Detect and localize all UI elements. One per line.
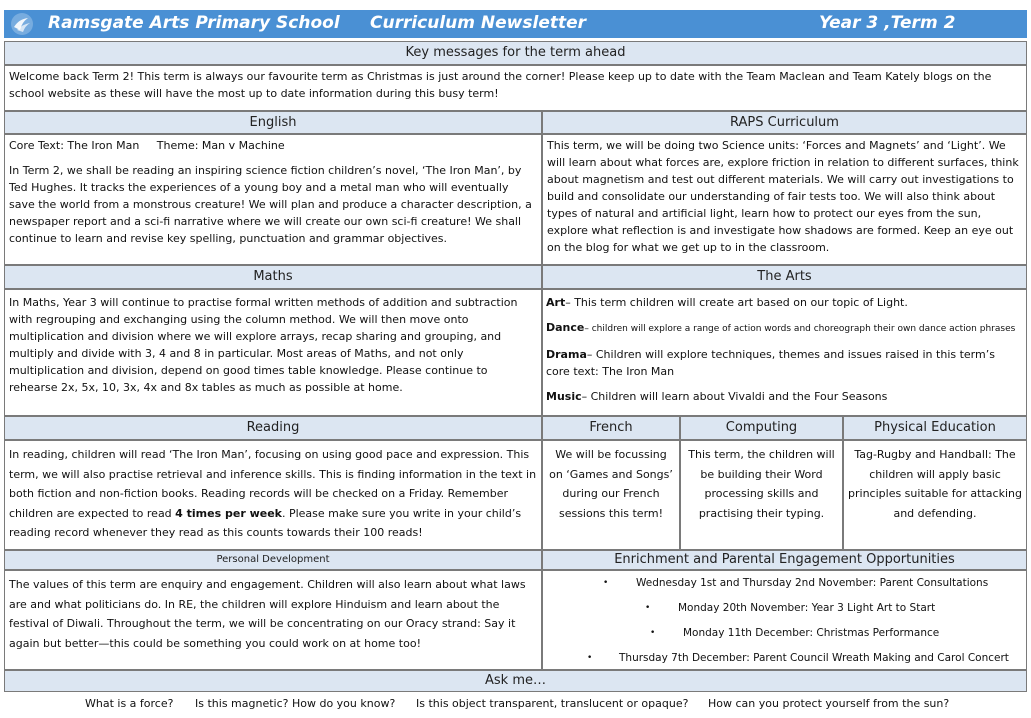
computing-header: Computing <box>680 416 843 440</box>
arts-drama <box>546 346 1022 380</box>
newsletter-title: Curriculum Newsletter <box>370 13 587 33</box>
maths-body <box>4 289 542 416</box>
reading-body <box>4 440 542 550</box>
english-header: English <box>4 111 542 134</box>
key-messages-text: Welcome back Term 2! This term is always our favourite term as Christmas is just around the corner! Please keep up to date with the Team Maclean and Team Kately blogs on the school website as these will have the most up to date information during this busy term! <box>9 70 992 100</box>
art-text: – This term children will create art based on our topic of Light. <box>565 296 908 309</box>
list-item: • Monday 11th December: Christmas Performance <box>547 625 1022 650</box>
maths-header: Maths <box>4 265 542 289</box>
list-item: • Wednesday 1st and Thursday 2nd November: Parent Consultations <box>547 575 1022 600</box>
english-text: In Term 2, we shall be reading an inspiring science fiction children’s novel, ‘The Iron Man’, by Ted Hughes. It tracks the experiences of a young boy and a metal man who will eventually save the world from a monstrous creature! We will plan and produce a character description, a newspaper report and a sci-fi narrative where we will create our own sci-fi creature! We shall continue to learn and revise key spelling, punctuation and grammar objectives. <box>9 164 532 245</box>
ask-question: What is a force? <box>85 697 174 710</box>
pe-text: Tag-Rugby and Handball: The children will apply basic principles suitable for attacking and defending. <box>848 448 1022 520</box>
drama-label: Drama <box>546 348 587 361</box>
list-item: • Thursday 7th December: Parent Council Wreath Making and Carol Concert <box>547 650 1022 670</box>
music-text: – Children will learn about Vivaldi and the Four Seasons <box>581 390 888 403</box>
personal-header: Personal Development <box>4 550 542 570</box>
enrichment-list <box>547 575 1022 670</box>
ask-question: How can you protect yourself from the sun? <box>708 697 950 710</box>
maths-text: In Maths, Year 3 will continue to practise formal written methods of addition and subtraction with regrouping and exchanging using the column method. We will then move onto multiplication and division where we will explore arrays, recap sharing and grouping, and multiply and divide with 3, 4 and 8 in particular. Most areas of Maths, and not only multiplication and division, depend on good times table knowledge. Please continue to rehearse 2x, 5x, 10, 3x, 4x and 8x tables as much as possible at home. <box>9 296 518 394</box>
school-logo-icon <box>10 12 34 36</box>
french-header: French <box>542 416 680 440</box>
ask-question: Is this magnetic? How do you know? <box>195 697 396 710</box>
french-text: We will be focussing on ‘Games and Songs’ during our French sessions this term! <box>549 448 673 520</box>
ask-me-questions <box>4 692 1027 718</box>
school-name: Ramsgate Arts Primary School <box>48 13 340 33</box>
ask-question: Is this object transparent, translucent or opaque? <box>416 697 689 710</box>
enrichment-body <box>542 570 1027 670</box>
newsletter <box>4 10 1027 718</box>
art-label: Art <box>546 296 566 309</box>
computing-body <box>680 440 843 550</box>
key-messages-body <box>4 65 1027 111</box>
enrichment-item-text: Thursday 7th December: Parent Council Wreath Making and Carol Concert <box>619 652 1009 664</box>
computing-text: This term, the children will be building their Word processing skills and practising their typing. <box>688 448 835 520</box>
reading-header: Reading <box>4 416 542 440</box>
enrichment-item-text: Monday 20th November: Year 3 Light Art to Start <box>678 602 936 614</box>
english-body <box>4 134 542 265</box>
french-body <box>542 440 680 550</box>
raps-body <box>542 134 1027 265</box>
reading-frequency: 4 times per week <box>175 506 282 520</box>
raps-header: RAPS Curriculum <box>542 111 1027 134</box>
reading-text-part-2: . Please make sure you write in your child’s reading record whenever they read as this counts towards their 100 reads! <box>9 506 522 539</box>
pe-body <box>843 440 1027 550</box>
enrichment-item-text: Wednesday 1st and Thursday 2nd November: Parent Consultations <box>636 577 989 589</box>
newsletter-banner <box>4 10 1027 38</box>
music-label: Music <box>546 390 582 403</box>
personal-body <box>4 570 542 670</box>
reading-text-part-1: In reading, children will read ‘The Iron Man’, focusing on using good pace and expression. This term, we will also practise retrieval and inference skills. This is finding information in the text in both fiction and non-fiction books. Reading records will be checked on a Friday. Remember children are expected to read <box>9 448 537 520</box>
raps-text: This term, we will be doing two Science units: ‘Forces and Magnets’ and ‘Light’. We will learn about what forces are, explore friction in relation to different surfaces, think about magnetism and test out different materials. We will carry out investigations to build and consolidate our understanding of fair tests too. We will also think about types of natural and artificial light, learn how to protect our eyes from the sun, explore what reflection is and investigate how shadows are formed. Keep an eye out on the blog for what we get up to in the classroom. <box>547 139 1019 254</box>
enrichment-header: Enrichment and Parental Engagement Opportunities <box>542 550 1027 570</box>
english-core-text: Core Text: The Iron Man Theme: Man v Machine <box>9 139 285 152</box>
dance-label: Dance <box>546 321 585 334</box>
key-messages-header: Key messages for the term ahead <box>4 41 1027 65</box>
arts-music <box>546 388 1022 405</box>
reading-text <box>9 445 537 543</box>
arts-header: The Arts <box>542 265 1027 289</box>
drama-text: – Children will explore techniques, themes and issues raised in this term’s core text: The Iron Man <box>546 348 995 378</box>
term-label: Year 3 ,Term 2 <box>819 13 956 33</box>
arts-body <box>542 289 1027 416</box>
pe-header: Physical Education <box>843 416 1027 440</box>
enrichment-item-text: Monday 11th December: Christmas Performance <box>683 627 940 639</box>
arts-art <box>546 294 1022 311</box>
personal-text: The values of this term are enquiry and engagement. Children will also learn about what laws are and what politicians do. In RE, the children will explore Hinduism and learn about the festival of Diwali. Throughout the term, we will be concentrating on our Oracy strand: Say it again but better—this could be something you could work on at home too! <box>9 578 526 650</box>
ask-me-header: Ask me… <box>4 670 1027 692</box>
dance-text: – children will explore a range of action words and choreograph their own dance action phrases <box>584 324 1016 334</box>
list-item: • Monday 20th November: Year 3 Light Art to Start <box>547 600 1022 625</box>
arts-dance <box>546 319 1022 338</box>
